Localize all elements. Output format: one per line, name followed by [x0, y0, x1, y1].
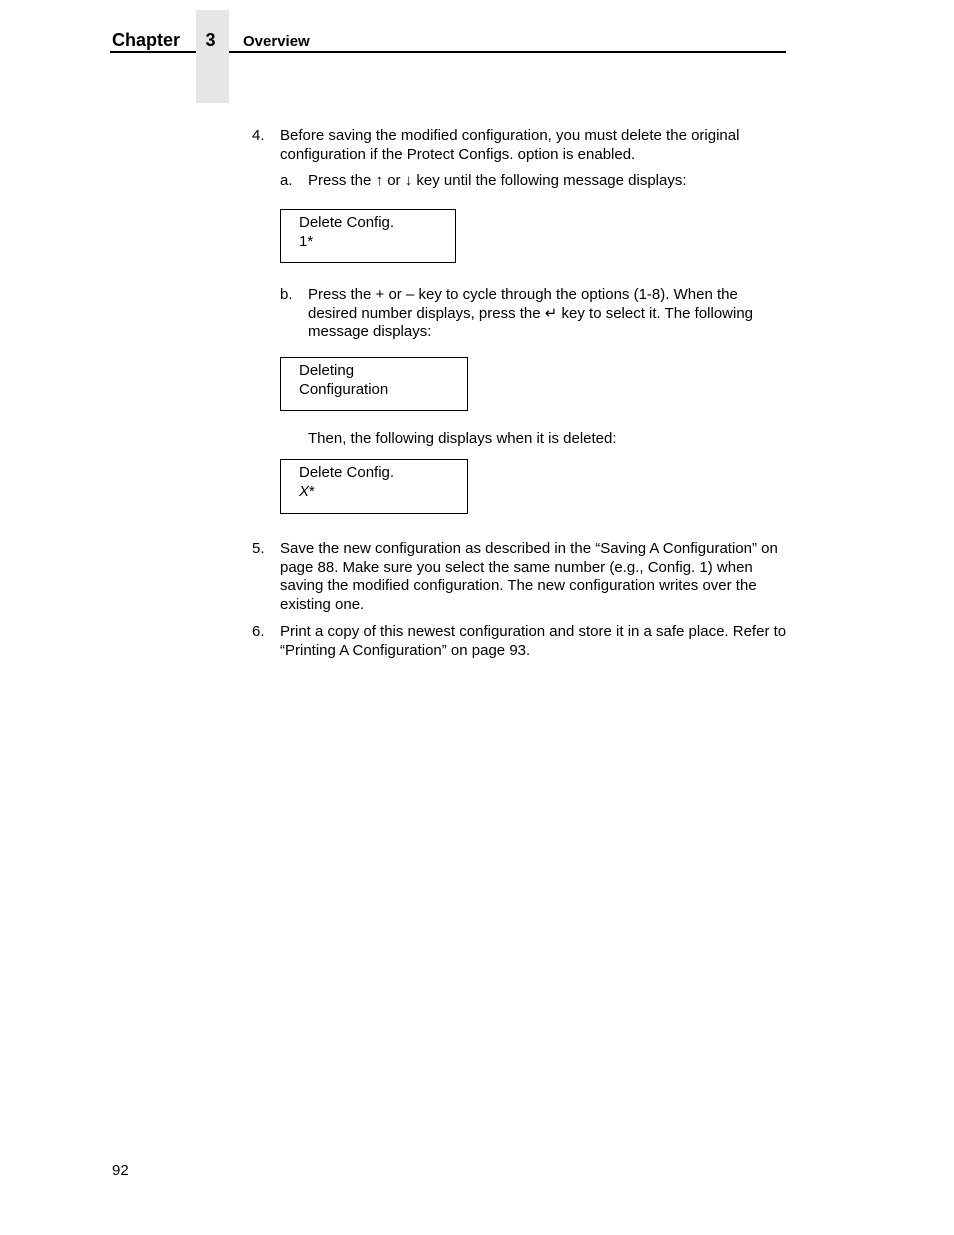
lcd-line-1: Delete Config. [299, 214, 395, 231]
step-4a-letter: a. [280, 172, 293, 189]
step-6-text: Print a copy of this newest configuration and store it in a safe place. Refer to “Printing A Configuration” on page 93. [280, 623, 787, 659]
lcd-line-2: Configuration [299, 380, 389, 398]
lcd-line-2: 1* [299, 232, 314, 250]
step-4-number: 4. [252, 127, 265, 144]
then-text: Then, the following displays when it is deleted: [308, 430, 617, 447]
chapter-tab [196, 10, 229, 103]
chapter-label: Chapter [112, 30, 181, 50]
step-5-number: 5. [252, 540, 265, 557]
lcd-line-1: Delete Config. [299, 464, 395, 481]
lcd-line-1: Deleting [299, 362, 355, 379]
config-variable: X [299, 482, 310, 500]
chapter-number: 3 [205, 30, 216, 50]
config-suffix: * [309, 482, 315, 500]
step-4b-text: Press the + or – key to cycle through the options (1-8). When the desired number displays, press the ↵ key to select it. The following message displays: [308, 286, 754, 340]
header-rule-right [229, 51, 786, 53]
step-4a-text: Press the ↑ or ↓ key until the following message displays: [308, 172, 687, 189]
lcd-display-delete-config [280, 209, 456, 263]
step-6-number: 6. [252, 623, 265, 640]
lcd-display-deleted [280, 459, 468, 514]
step-4b-letter: b. [280, 286, 293, 303]
section-title: Overview [243, 33, 310, 50]
lcd-line-2 [299, 483, 467, 502]
lcd-display-deleting [280, 357, 468, 411]
page-number: 92 [112, 1162, 129, 1179]
step-5-text: Save the new configuration as described in the “Saving A Configuration” on page 88. Make sure you select the same number (e.g., Config. 1) when saving the modified configuration. The new configuration writes over the existing one. [280, 540, 778, 613]
step-4-text: Before saving the modified configuration, you must delete the original configuration if the Protect Configs. option is enabled. [280, 127, 740, 163]
header-rule-left [110, 51, 196, 53]
